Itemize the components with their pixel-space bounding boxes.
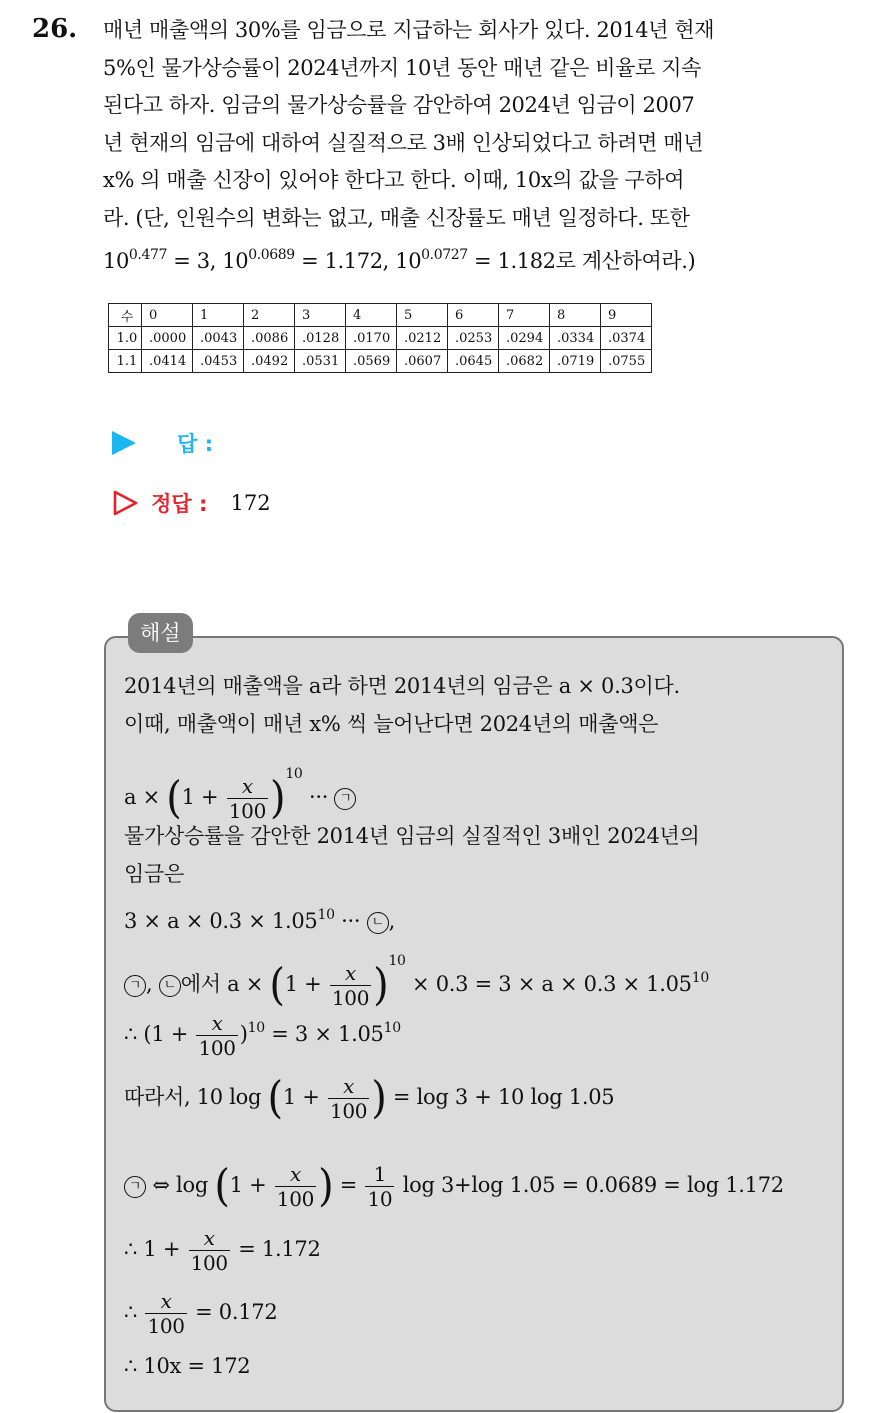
solution-line-8: ∴ (1 + $\frac{x}{100}$ )$^{10} = 3 \times 1.05^{10}$: [124, 1011, 401, 1060]
table-row: [109, 327, 652, 350]
circle-marker-1: ㄱ: [124, 1176, 146, 1198]
right-paren: ): [270, 772, 286, 824]
solution-line-5: 임금은: [124, 862, 184, 886]
problem-text: [103, 12, 863, 281]
table-cell: .0212: [397, 327, 448, 350]
expr: ∴ (1 +: [124, 1022, 189, 1046]
given-exp-2: 0.0689: [248, 247, 295, 263]
question-number: 26.: [32, 14, 78, 44]
expr: ⇔ log: [152, 1173, 208, 1197]
expr: 에서 a ×: [180, 972, 264, 996]
log-table-header: [109, 304, 652, 327]
table-cell: .0334: [550, 327, 601, 350]
table-cell: .0453: [193, 350, 244, 373]
correct-answer-row: [112, 488, 271, 518]
ellipsis: ···: [308, 785, 329, 809]
correct-answer-label: 정답 :: [151, 492, 208, 516]
right-paren: ): [373, 959, 389, 1011]
given-eq-2: = 1.172,: [301, 249, 389, 273]
table-header-cell: 8: [550, 304, 601, 327]
exponent: 10: [383, 1020, 401, 1036]
table-cell: .0569: [346, 350, 397, 373]
exponent: 10: [247, 1020, 265, 1036]
fraction-x-over-100: $\frac{x}{100}$: [228, 774, 267, 823]
solution-line-7: ㄱ , ㄴ 에서 a × (1 + $\frac{x}{100}$ )$^{10} \times 0.3 = 3 \times a \times 0.3 \times 1.05^{10}$: [124, 943, 709, 1010]
table-cell: .0253: [448, 327, 499, 350]
given-base-1: 10: [103, 249, 129, 273]
answer-label: 답 :: [177, 432, 214, 456]
left-paren: (: [269, 959, 285, 1011]
expr-prefix: a ×: [124, 785, 160, 809]
table-header-cell: 0: [142, 304, 193, 327]
table-cell: .0128: [295, 327, 346, 350]
solution-line-13: ∴ 10x = 172: [124, 1354, 251, 1378]
table-cell: 1.0: [109, 327, 142, 350]
given-values: [103, 237, 863, 281]
fraction-x-over-100: $\frac{x}{100}$: [147, 1289, 185, 1338]
fraction-x-over-100: $\frac{x}{100}$: [331, 961, 370, 1010]
table-header-cell: 4: [346, 304, 397, 327]
given-eq-3: = 1.182로 계산하여라.): [474, 249, 696, 273]
table-header-cell: 수: [109, 304, 142, 327]
solution-line-2: 이때, 매출액이 매년 x% 씩 늘어난다면 2024년의 매출액은: [124, 712, 659, 736]
fraction-x-over-100: $\frac{x}{100}$: [198, 1011, 236, 1060]
solution-line-9: 따라서, 10 log (1 + $\frac{x}{100}$ ) = log 3 + 10 log 1.05: [124, 1072, 615, 1124]
table-cell: .0755: [601, 350, 652, 373]
problem-line-6: 라. (단, 인원수의 변화는 없고, 매출 신장률도 매년 일정하다. 또한: [103, 205, 690, 230]
log-table: [108, 303, 652, 373]
solution-line-10: ㄱ ⇔ log (1 + $\frac{x}{100}$ ) = $\frac{1}{10}$ log 3+log 1.05 = 0.0689 = log 1.172: [124, 1162, 784, 1211]
expr: ∴: [124, 1300, 138, 1324]
answer-row: [112, 428, 213, 458]
exponent: 10: [317, 907, 335, 923]
expr: 3 × a × 0.3 × 1.05: [124, 909, 318, 933]
exponent: 10: [691, 970, 709, 986]
left-paren: (: [166, 772, 182, 824]
expr: log 3+log 1.05 = 0.0689 = log 1.172: [402, 1173, 784, 1197]
expr: = 1.172: [238, 1237, 321, 1261]
one-plus: 1 +: [181, 785, 219, 809]
correct-answer-value: 172: [230, 491, 271, 515]
table-header-cell: 5: [397, 304, 448, 327]
ellipsis: ···: [341, 909, 361, 933]
table-header-cell: 6: [448, 304, 499, 327]
solution-line-1: 2014년의 매출액을 a라 하면 2014년의 임금은 a × 0.3이다.: [124, 674, 680, 698]
table-cell: .0645: [448, 350, 499, 373]
table-cell: .0086: [244, 327, 295, 350]
exponent: 10: [285, 766, 303, 782]
given-base-2: 10: [222, 249, 249, 273]
right-paren: ): [371, 1072, 387, 1124]
problem-line-5: x% 의 매출 신장이 있어야 한다고 한다. 이때, 10x의 값을 구하여: [103, 168, 685, 192]
problem-line-2: 5%인 물가상승률이 2024년까지 10년 동안 매년 같은 비율로 지속: [103, 55, 701, 80]
table-row: [109, 350, 652, 373]
table-cell: .0374: [601, 327, 652, 350]
circle-marker-2: ㄴ: [367, 912, 389, 934]
table-cell: .0043: [193, 327, 244, 350]
table-cell: .0492: [244, 350, 295, 373]
solution-line-3: [124, 756, 356, 823]
given-exp-3: 0.0727: [421, 247, 468, 263]
table-header-cell: 2: [244, 304, 295, 327]
expr: = 3 × 1.05: [271, 1022, 384, 1046]
expr: ∴ 1 +: [124, 1237, 181, 1261]
left-paren: (: [214, 1160, 230, 1212]
table-cell: .0000: [142, 327, 193, 350]
circle-marker-2: ㄴ: [159, 975, 181, 997]
fraction-x-over-100: $\frac{x}{100}$: [276, 1162, 315, 1211]
given-base-3: 10: [395, 249, 422, 273]
table-header-cell: 9: [601, 304, 652, 327]
table-cell: .0607: [397, 350, 448, 373]
outline-triangle-icon: [112, 490, 138, 516]
table-cell: 1.1: [109, 350, 142, 373]
given-eq-1: = 3,: [173, 249, 217, 273]
expr: = 0.172: [195, 1300, 278, 1324]
solution-tag: 해설: [128, 613, 193, 653]
table-header-cell: 1: [193, 304, 244, 327]
table-cell: .0719: [550, 350, 601, 373]
problem-line-3: 된다고 하자. 임금의 물가상승률을 감안하여 2024년 임금이 2007: [103, 93, 695, 117]
circle-marker-1: ㄱ: [334, 788, 356, 810]
problem-line-1: 매년 매출액의 30%를 임금으로 지급하는 회사가 있다. 2014년 현재: [103, 18, 715, 42]
table-header-cell: 3: [295, 304, 346, 327]
exponent: 10: [388, 953, 406, 969]
left-paren: (: [267, 1072, 283, 1124]
table-cell: .0682: [499, 350, 550, 373]
fraction-x-over-100: $\frac{x}{100}$: [329, 1074, 368, 1123]
solution-line-12: [124, 1289, 277, 1338]
play-triangle-icon: [112, 431, 136, 455]
fraction-x-over-100: $\frac{x}{100}$: [190, 1226, 228, 1275]
solution-line-4: 물가상승률을 감안한 2014년 임금의 실질적인 3배인 2024년의: [124, 824, 700, 848]
solution-line-6: $3 \times a \times 0.3 \times 1.05^{10}$ ··· ㄴ ,: [124, 907, 396, 933]
circle-marker-1: ㄱ: [124, 975, 146, 997]
table-cell: .0170: [346, 327, 397, 350]
problem-line-4: 년 현재의 임금에 대하여 실질적으로 3배 인상되었다고 하려면 매년: [103, 130, 704, 155]
right-paren: ): [318, 1160, 334, 1212]
table-cell: .0531: [295, 350, 346, 373]
expr: × 0.3 = 3 × a × 0.3 × 1.05: [412, 972, 692, 996]
solution-line-11: [124, 1226, 321, 1275]
table-cell: .0414: [142, 350, 193, 373]
expr: = log 3 + 10 log 1.05: [392, 1085, 615, 1109]
table-cell: .0294: [499, 327, 550, 350]
table-header-cell: 7: [499, 304, 550, 327]
expr: 따라서, 10 log: [124, 1085, 262, 1109]
fraction-1-over-10: $\frac{1}{10}$: [367, 1162, 393, 1211]
given-exp-1: 0.477: [128, 247, 168, 263]
